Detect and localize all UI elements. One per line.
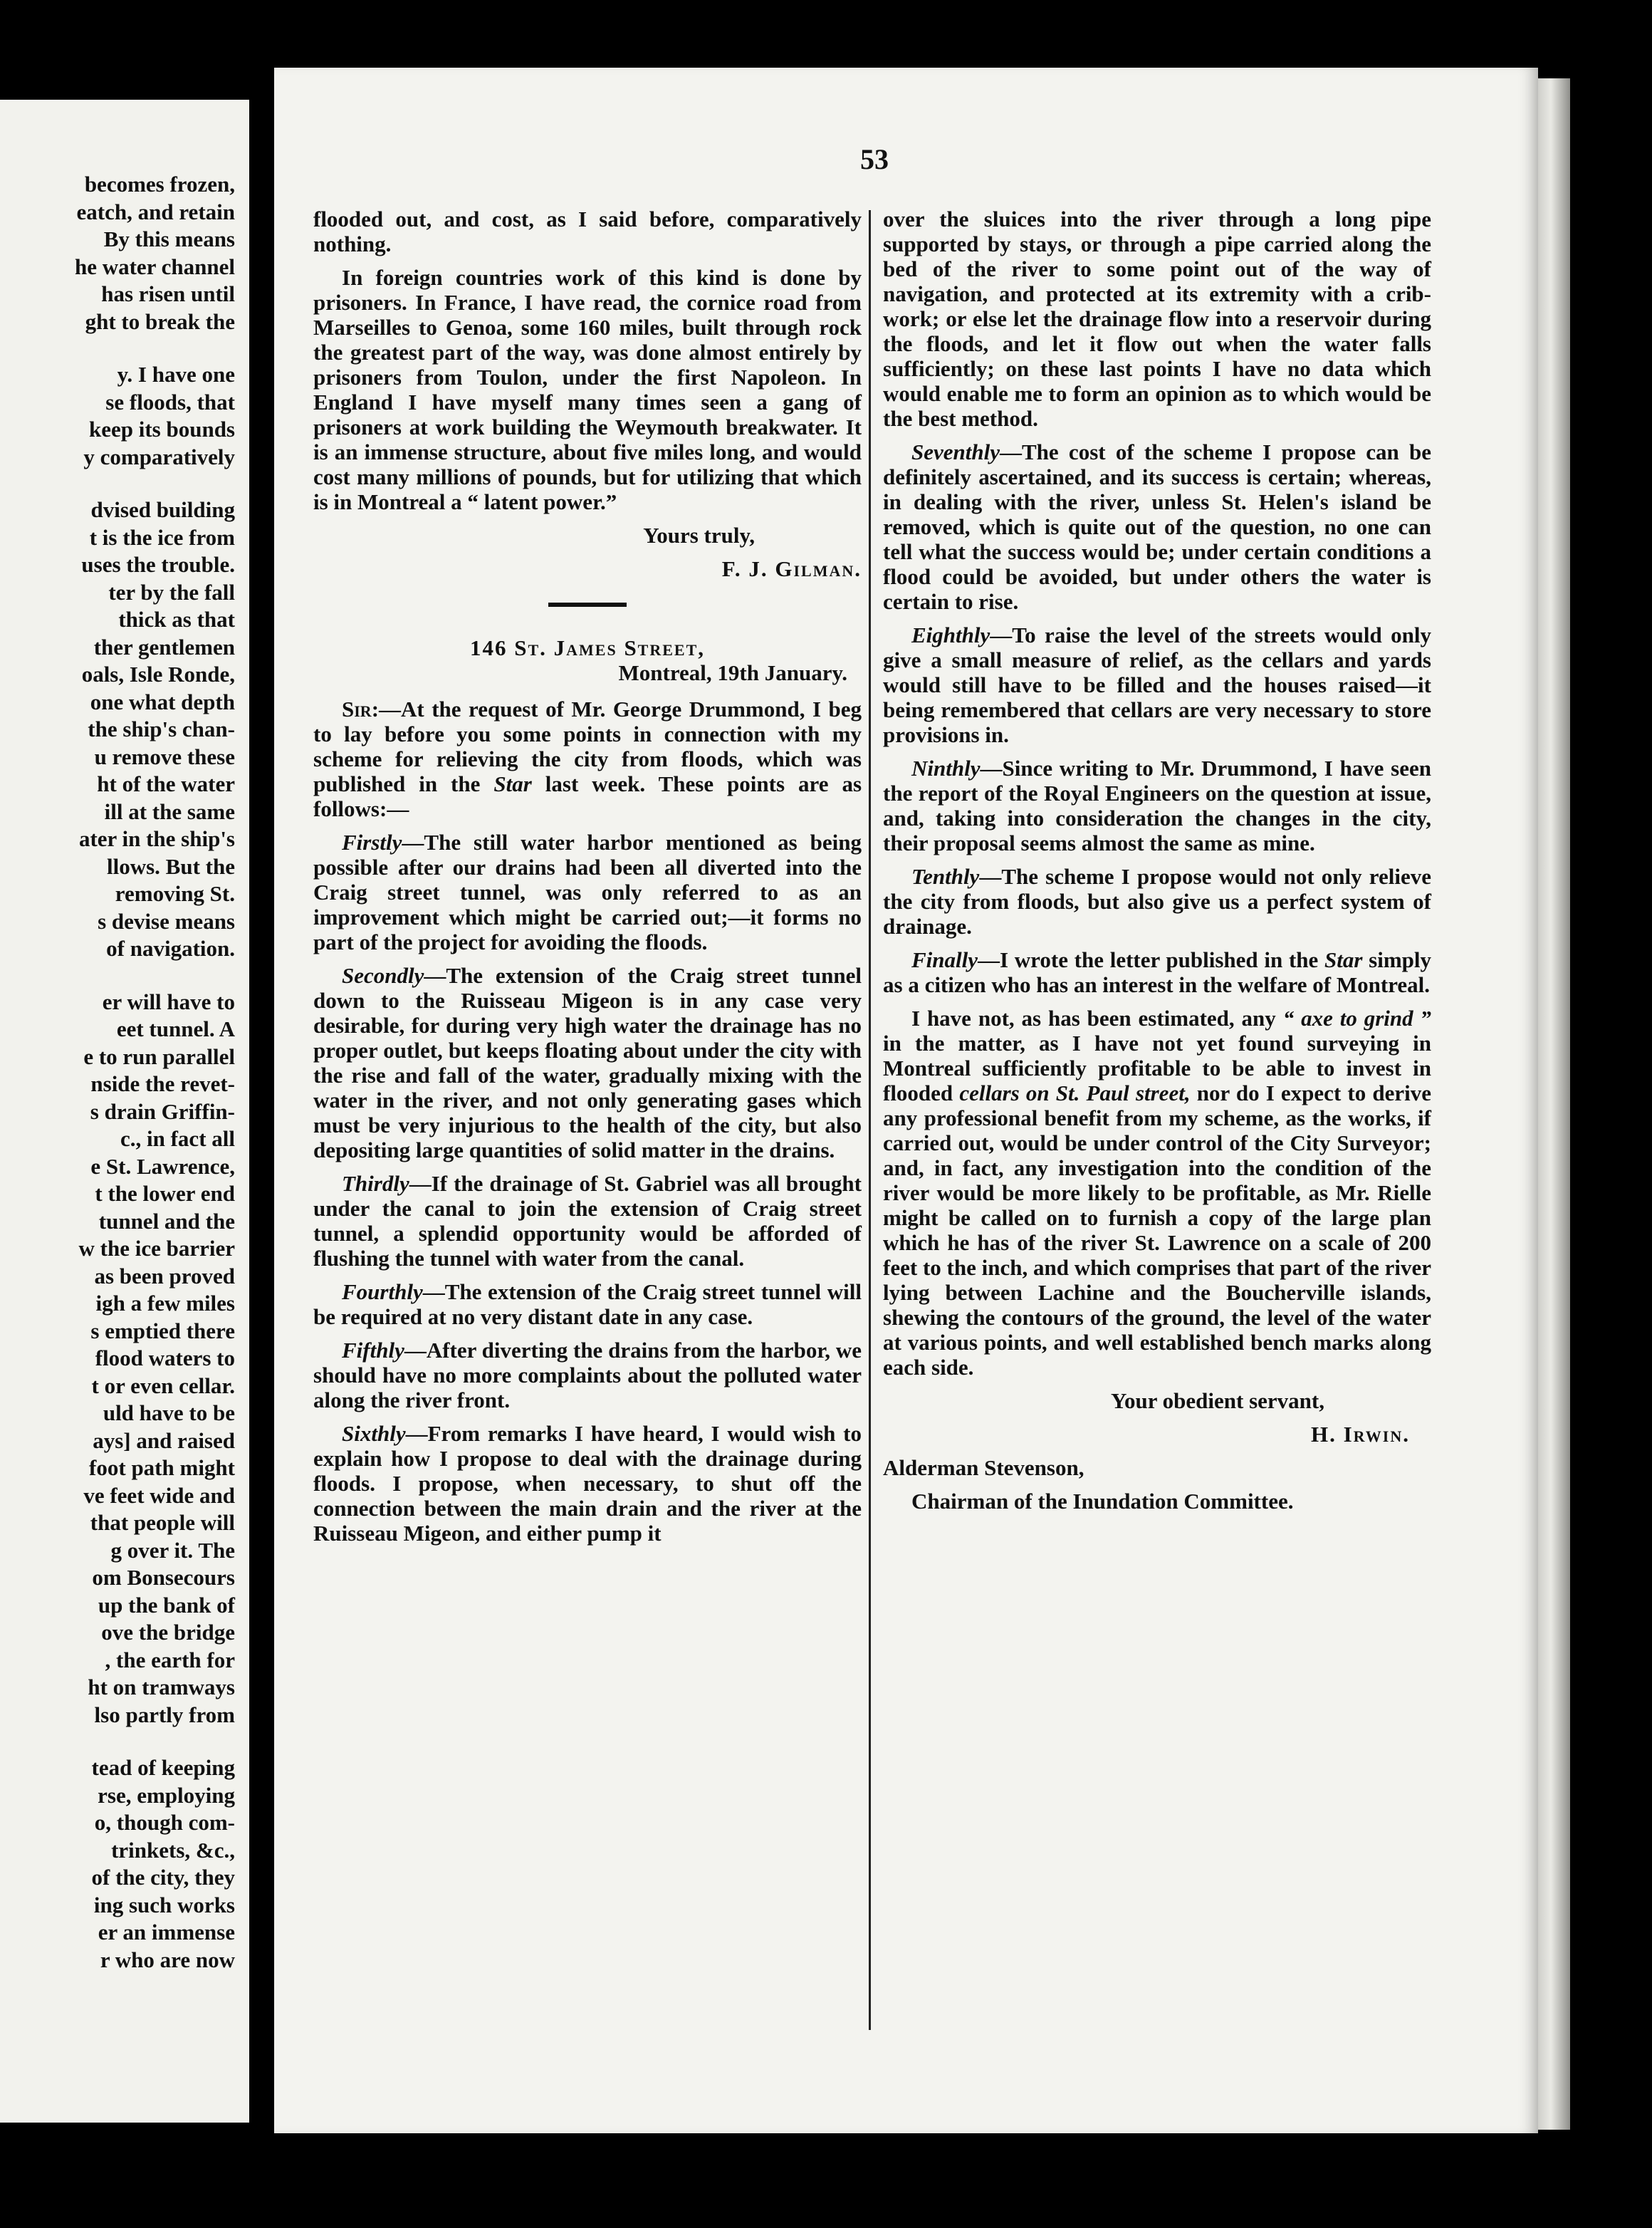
paragraph: In foreign countries work of this kind is done by prisoners. In France, I have read, the cornice road from Marseilles to Genoa, some 160 miles, built through rock the greatest part of the way, was done almost entirely by prisoners from Toulon, under the first Napoleon. In England I have myself many times seen a gang of prisoners at work building the Weymouth breakwater. It is an immense structure, about five miles long, and would cost many millions of pounds, but for utilizing that which is in Montreal a “ latent power.” (313, 265, 862, 514)
fragment-line: ht on tramways (88, 1675, 235, 1699)
fragment-line: er an immense (98, 1920, 235, 1945)
address-line: 146 St. James Street, (469, 635, 706, 660)
fragment-line: flood waters to (95, 1345, 235, 1370)
fragment-line: keep its bounds (88, 417, 235, 442)
fragment-line: ing such works (93, 1892, 235, 1917)
paragraph: I have not, as has been estimated, any “ axe to grind ” in the matter, as I have not yet found surveying in Montreal sufficiently profitable to be able to invest in flooded cellars on St. Paul street, nor do I expect to derive any professional benefit from my scheme, as the works, if carried out, would be under control of the City Surveyor; and, in fact, any investigation into the condition of the river would be more likely to be profitable, as Mr. Rielle might be called on to furnish a copy of the large plan which he has of the river St. Lawrence on a scale of 200 feet to the inch, and which comprises that part of the river lying between Lachine and the Boucherville islands, shewing the contours of the ground, the level of the water at various points, and well established bench marks along each side. (883, 1006, 1432, 1380)
paragraph: Sixthly—From remarks I have heard, I would wish to explain how I propose to deal with the drainage during floods. I propose, when necessary, to shut off the connection between the main drain and the river at the Ruisseau Migeon, and either pump it (313, 1421, 862, 1546)
fragment-line: om Bonsecours (92, 1565, 235, 1590)
paragraph: Finally—I wrote the letter published in the Star simply as a citizen who has an interest in the welfare of Montreal. (883, 947, 1431, 997)
paragraph: Eighthly—To raise the level of the streets would only give a small measure of relief, as the cellars and yards would still have to be filled and the houses raised—it being remembered that cellars are very necessary to store provisions in. (883, 623, 1431, 747)
fragment-line: lso partly from (94, 1702, 235, 1727)
fragment-line: t the lower end (95, 1181, 235, 1206)
fragment-line: thick as that (118, 607, 235, 632)
page-number: 53 (860, 143, 889, 175)
line-gap (0, 335, 235, 361)
fragment-line: has risen until (101, 281, 235, 306)
salutation: Sir (342, 697, 372, 722)
signature: F. J. Gilman. (721, 556, 862, 581)
page-edge (1538, 78, 1570, 2130)
fragment-line: w the ice barrier (78, 1236, 235, 1261)
fragment-line: ht of the water (97, 771, 235, 796)
fragment-line: of navigation. (106, 936, 235, 961)
column-divider (869, 210, 871, 2030)
line-gap (0, 471, 235, 496)
addressee-title: Chairman of the Inundation Committee. (911, 1489, 1294, 1514)
fragment-line: he water channel (74, 254, 235, 279)
fragment-line: trinkets, &c., (111, 1837, 235, 1863)
fragment-line: s emptied there (90, 1318, 235, 1343)
paragraph: Secondly—The extension of the Craig street tunnel down to the Ruisseau Migeon is in any case very desirable, for during very high water the drainage has no proper outlet, but keeps floating about under the city with the rise and fall of the water, gradually mixing with the water in the river, and not only generating gases which must be very injurious to the health of the city, but also depositing large quantities of solid matter in the drains. (313, 963, 862, 1162)
fragment-line: dvised building (90, 497, 235, 522)
fragment-line: rse, employing (98, 1782, 235, 1808)
closing: Your obedient servant, (1111, 1388, 1324, 1413)
fragment-line: er will have to (102, 989, 235, 1014)
fragment-line: oals, Isle Ronde, (81, 662, 235, 687)
paragraph: Sir:—At the request of Mr. George Drummond, I beg to lay before you some points in connection with my scheme for relieving the city from floods, which was published in the Star last week. These points are as follows:— (313, 697, 862, 821)
fragment-line: y comparatively (83, 444, 235, 469)
fragment-line: one what depth (90, 689, 235, 714)
fragment-line: that people will (90, 1510, 235, 1535)
left-column (313, 207, 862, 1554)
fragment-line: foot path might (89, 1455, 235, 1480)
line-gap (0, 1729, 235, 1754)
paragraph: Thirdly—If the drainage of St. Gabriel was all brought under the canal to join the extension of Craig street tunnel, a splendid opportunity would be afforded of flushing the tunnel with water from the canal. (313, 1171, 862, 1271)
fragment-line: nside the revet- (90, 1071, 235, 1096)
fragment-line: ill at the same (104, 798, 235, 824)
right-column (883, 207, 1431, 1522)
closing: Yours truly, (643, 523, 755, 548)
fragment-line: r who are now (100, 1947, 235, 1972)
fragment-line: u remove these (94, 744, 235, 769)
previous-page-text (0, 171, 235, 1974)
fragment-line: s devise means (98, 908, 235, 934)
signature: H. Irwin. (1311, 1422, 1410, 1447)
fragment-line: ays] and raised (93, 1427, 235, 1453)
fragment-line: tunnel and the (98, 1208, 235, 1234)
section-rule (548, 603, 627, 607)
paragraph: over the sluices into the river through a long pipe supported by stays, or through a pipe carried along the bed of the river to some point out of the way of navigation, and protected at its extremity with a crib-work; or else let the drainage flow into a reservoir during the floods, and let it flow out when the water falls sufficiently; on these last points I have no data which would enable me to form an opinion as to which would be the best method. (883, 207, 1431, 431)
paragraph: Tenthly—The scheme I propose would not only relieve the city from floods, but also give us a perfect system of drainage. (883, 864, 1431, 939)
fragment-line: o, though com- (94, 1810, 235, 1835)
paragraph: Fourthly—The extension of the Craig street tunnel will be required at no very distant date in any case. (313, 1279, 862, 1329)
fragment-line: ater in the ship's (78, 826, 235, 851)
fragment-line: e St. Lawrence, (90, 1153, 235, 1179)
fragment-line: , the earth for (105, 1647, 235, 1672)
fragment-line: se floods, that (105, 389, 235, 415)
fragment-line: the ship's chan- (88, 717, 235, 741)
fragment-line: becomes frozen, (84, 172, 235, 197)
paragraph: Seventhly—The cost of the scheme I propose can be definitely ascertained, and its success is certain; whereas, in dealing with the river, unless St. Helen's island be removed, which is quite out of the question, no one can tell what the success would be; under certain conditions a flood could be avoided, but under others the water is certain to rise. (883, 439, 1431, 614)
fragment-line: eet tunnel. A (116, 1016, 235, 1041)
fragment-line: uses the trouble. (81, 552, 235, 577)
paragraph: Fifthly—After diverting the drains from the harbor, we should have no more complaints about the polluted water along the river front. (313, 1338, 862, 1412)
fragment-line: c., in fact all (120, 1126, 235, 1151)
fragment-line: e to run parallel (83, 1043, 235, 1069)
paragraph: flooded out, and cost, as I said before, comparatively nothing. (313, 207, 862, 256)
paragraph: Firstly—The still water harbor mentioned as being possible after our drains had been all diverted into the Craig street tunnel, was only referred to as an improvement which might be carried out;—it forms no part of the project for avoiding the floods. (313, 830, 862, 954)
fragment-line: ther gentlemen (93, 634, 235, 660)
fragment-line: removing St. (115, 881, 235, 906)
date-line: Montreal, 19th January. (618, 660, 847, 685)
fragment-line: ve feet wide and (83, 1482, 235, 1508)
fragment-line: as been proved (94, 1263, 235, 1289)
fragment-line: eatch, and retain (76, 199, 235, 224)
addressee: Alderman Stevenson, (883, 1455, 1084, 1480)
previous-page-fragment (0, 100, 249, 2123)
fragment-line: g over it. The (110, 1537, 235, 1563)
fragment-line: By this means (103, 227, 235, 251)
fragment-line: llows. But the (107, 853, 235, 879)
fragment-line: s drain Griffin- (90, 1098, 235, 1124)
fragment-line: t or even cellar. (91, 1373, 235, 1398)
fragment-line: y. I have one (117, 362, 235, 387)
fragment-line: ght to break the (85, 308, 235, 334)
paragraph: Ninthly—Since writing to Mr. Drummond, I have seen the report of the Royal Engineers on the question at issue, and, taking into consideration the changes in the city, their proposal seems almost the same as mine. (883, 756, 1431, 855)
fragment-line: t is the ice from (89, 524, 235, 550)
fragment-line: of the city, they (91, 1865, 235, 1890)
fragment-line: igh a few miles (95, 1291, 235, 1316)
fragment-line: uld have to be (103, 1400, 235, 1425)
fragment-line: tead of keeping (91, 1755, 235, 1780)
fragment-line: ove the bridge (101, 1620, 235, 1645)
fragment-line: ter by the fall (108, 579, 235, 605)
fragment-line: up the bank of (98, 1592, 235, 1618)
letter-address (313, 635, 862, 685)
line-gap (0, 963, 235, 989)
